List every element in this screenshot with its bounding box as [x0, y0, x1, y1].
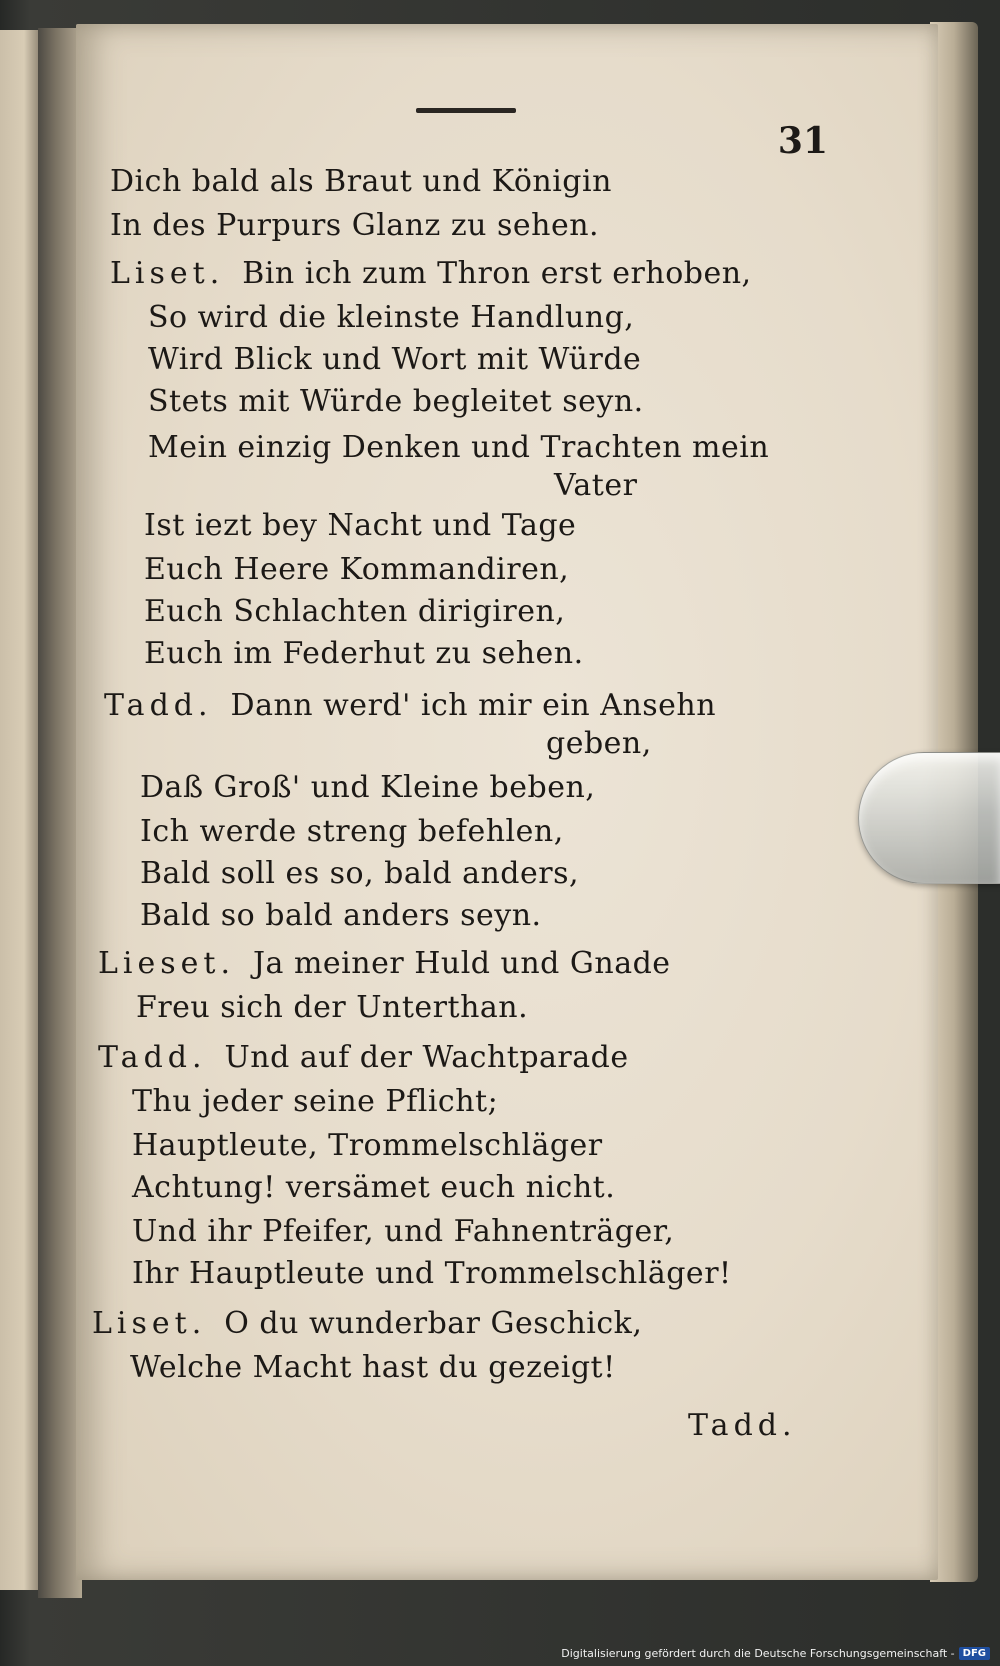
- text-line: [110, 208, 599, 243]
- text-line: [132, 1256, 732, 1291]
- line-text: Euch Schlachten dirigiren,: [144, 594, 566, 629]
- line-text: Hauptleute, Trommelschläger: [132, 1128, 603, 1163]
- line-text: Ja meiner Huld und Gnade: [253, 946, 671, 981]
- text-line: [144, 508, 576, 543]
- line-text: Bin ich zum Thron erst erhoben,: [242, 256, 752, 291]
- line-text: Stets mit Würde begleitet seyn.: [148, 384, 644, 419]
- line-text: Vater: [554, 468, 638, 503]
- line-text: geben,: [546, 726, 652, 761]
- line-speaker: Tadd.: [98, 1040, 207, 1075]
- text-line: [148, 342, 641, 377]
- line-text: So wird die kleinste Handlung,: [148, 300, 635, 335]
- line-text: Und ihr Pfeifer, und Fahnenträger,: [132, 1214, 675, 1249]
- line-text: Dann werd' ich mir ein Ansehn: [230, 688, 717, 723]
- text-line: [546, 726, 652, 761]
- left-page-edge: [0, 30, 42, 1590]
- page-number: 31: [777, 120, 828, 162]
- glass-page-holder: [858, 752, 1000, 884]
- line-text: Ich werde streng befehlen,: [140, 814, 564, 849]
- page-text: [76, 24, 938, 1580]
- line-text: Thu jeder seine Pflicht;: [132, 1084, 499, 1119]
- line-speaker: Lieset.: [98, 946, 236, 981]
- text-line: [148, 384, 644, 419]
- line-text: Mein einzig Denken und Trachten mein: [148, 430, 770, 465]
- text-line: [140, 814, 564, 849]
- line-text: Euch Heere Kommandiren,: [144, 552, 570, 587]
- line-text: Euch im Federhut zu sehen.: [144, 636, 584, 671]
- line-text: Und auf der Wachtparade: [224, 1040, 629, 1075]
- text-line: [144, 552, 569, 587]
- text-line: [144, 594, 565, 629]
- text-line: [132, 1214, 674, 1249]
- text-line: [98, 946, 671, 981]
- text-line: [130, 1350, 616, 1385]
- line-text: Welche Macht hast du gezeigt!: [130, 1350, 616, 1385]
- text-line: [140, 856, 579, 891]
- line-text: Dich bald als Braut und Königin: [110, 164, 612, 199]
- line-text: Ist iezt bey Nacht und Tage: [144, 508, 577, 543]
- text-line: [140, 898, 542, 933]
- text-line: [92, 1306, 642, 1341]
- text-line: [132, 1170, 615, 1205]
- text-line: [98, 1040, 629, 1075]
- text-line: [136, 990, 528, 1025]
- line-speaker: Tadd.: [104, 688, 213, 723]
- book-page: [76, 24, 938, 1580]
- text-line: [132, 1084, 498, 1119]
- catchword: [688, 1408, 815, 1443]
- text-line: [148, 300, 634, 335]
- text-line: [110, 256, 752, 291]
- text-line: [148, 430, 769, 465]
- line-text: O du wunderbar Geschick,: [224, 1306, 643, 1341]
- line-speaker: Liset.: [92, 1306, 207, 1341]
- line-text: Bald soll es so, bald anders,: [140, 856, 580, 891]
- text-line: [110, 164, 612, 199]
- text-line: [140, 770, 595, 805]
- line-text: Daß Groß' und Kleine beben,: [140, 770, 596, 805]
- line-text: Ihr Hauptleute und Trommelschläger!: [132, 1256, 732, 1291]
- text-line: [104, 688, 716, 723]
- line-text: Achtung! versämet euch nicht.: [132, 1170, 616, 1205]
- line-text: Freu sich der Unterthan.: [136, 990, 529, 1025]
- digitization-credit: [561, 1647, 990, 1660]
- line-text: Wird Blick und Wort mit Würde: [148, 342, 642, 377]
- dfg-logo: DFG: [959, 1647, 990, 1660]
- credit-text: Digitalisierung gefördert durch die Deutsche Forschungsgemeinschaft -: [561, 1647, 955, 1660]
- text-line: [132, 1128, 603, 1163]
- text-line: [554, 468, 637, 503]
- text-line: [144, 636, 584, 671]
- line-text: In des Purpurs Glanz zu sehen.: [110, 208, 600, 243]
- line-text: Bald so bald anders seyn.: [140, 898, 542, 933]
- catchword-text: Tadd.: [688, 1408, 797, 1443]
- line-speaker: Liset.: [110, 256, 225, 291]
